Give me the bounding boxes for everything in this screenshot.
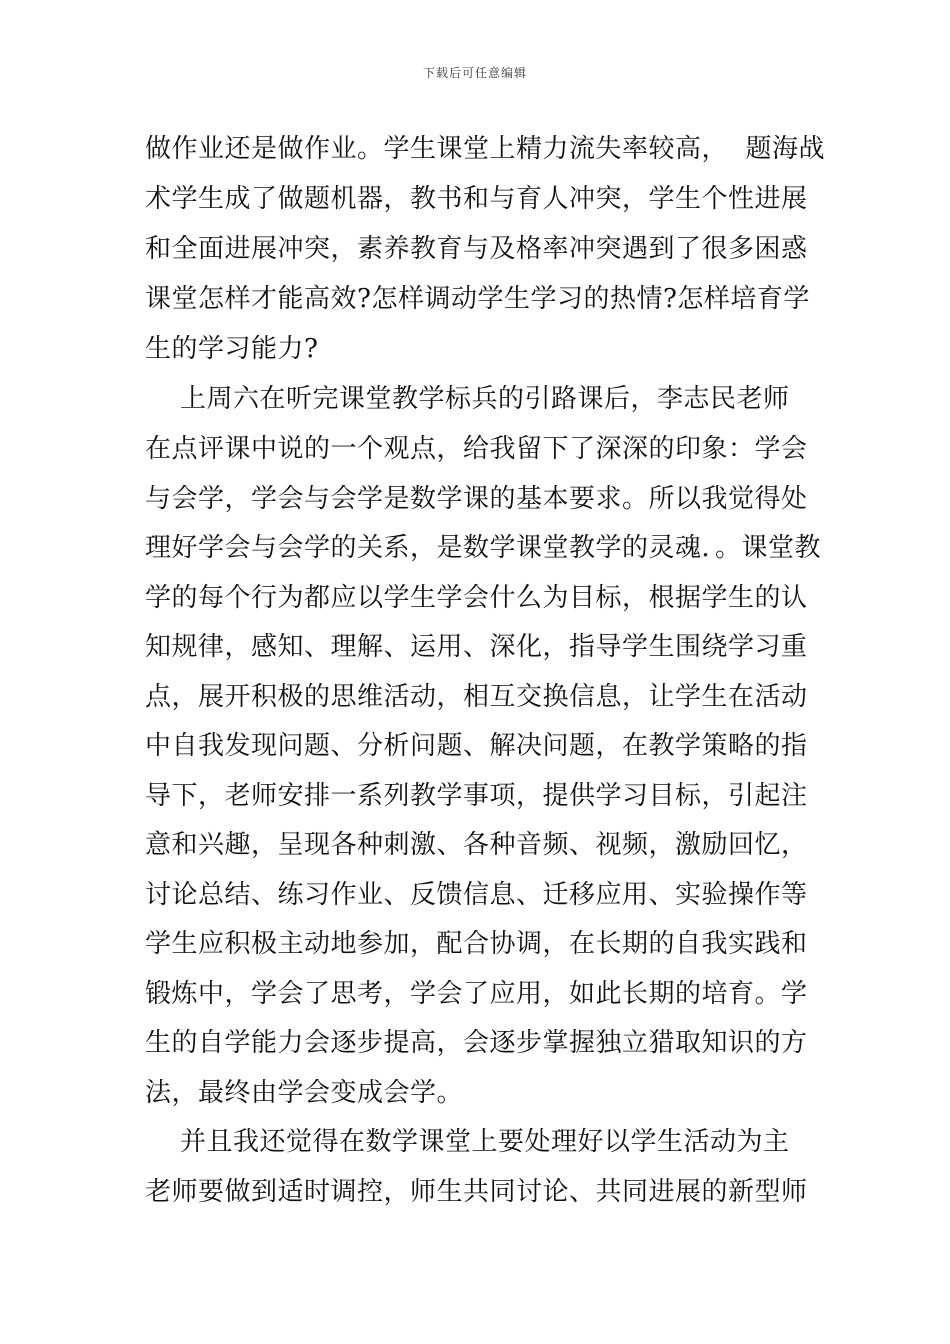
text-line: 中自我发现问题、分析问题、解决问题，在教学策略的指	[145, 731, 808, 761]
text-line: 上周六在听完课堂教学标兵的引路课后，李志民老师	[145, 384, 790, 414]
text-line: 老师要做到适时调控，师生共同讨论、共同进展的新型师	[145, 1177, 808, 1207]
text-line: 生的学习能力?	[145, 334, 319, 364]
text-line: 意和兴趣，呈现各种刺激、各种音频、视频，激励回忆，	[145, 830, 808, 860]
text-line: 知规律，感知、理解、运用、深化，指导学生围绕学习重	[145, 632, 808, 662]
text-line: 做作业还是做作业。学生课堂上精力流失率较高， 题海战	[145, 134, 826, 164]
text-line: 讨论总结、练习作业、反馈信息、迁移应用、实验操作等	[145, 880, 808, 910]
page-header: 下载后可任意编辑	[422, 66, 527, 80]
text-line: 法，最终由学会变成会学。	[145, 1078, 464, 1108]
text-line: 点，展开积极的思维活动，相互交换信息，让学生在活动	[145, 682, 808, 712]
text-line: 生的自学能力会逐步提高，会逐步掌握独立猎取知识的方	[145, 1028, 808, 1058]
text-line: 术学生成了做题机器，教书和与育人冲突，学生个性进展	[145, 184, 808, 214]
text-line: 与会学，学会与会学是数学课的基本要求。所以我觉得处	[145, 484, 808, 514]
text-line: 学生应积极主动地参加，配合协调，在长期的自我实践和	[145, 929, 808, 959]
text-line: 和全面进展冲突，素养教育与及格率冲突遇到了很多困惑	[145, 234, 808, 264]
text-line: 锻炼中，学会了思考，学会了应用，如此长期的培育。学	[145, 979, 808, 1009]
text-line: 并且我还觉得在数学课堂上要处理好以学生活动为主	[145, 1127, 790, 1157]
text-line: 课堂怎样才能高效?怎样调动学生学习的热情?怎样培育学	[145, 284, 810, 314]
text-line: 理好学会与会学的关系，是数学课堂教学的灵魂．。课堂教	[145, 533, 822, 563]
text-line: 导下，老师安排一系列教学事项，提供学习目标，引起注	[145, 781, 808, 811]
text-line: 在点评课中说的一个观点，给我留下了深深的印象：学会	[145, 434, 808, 464]
text-line: 学的每个行为都应以学生学会什么为目标，根据学生的认	[145, 583, 808, 613]
